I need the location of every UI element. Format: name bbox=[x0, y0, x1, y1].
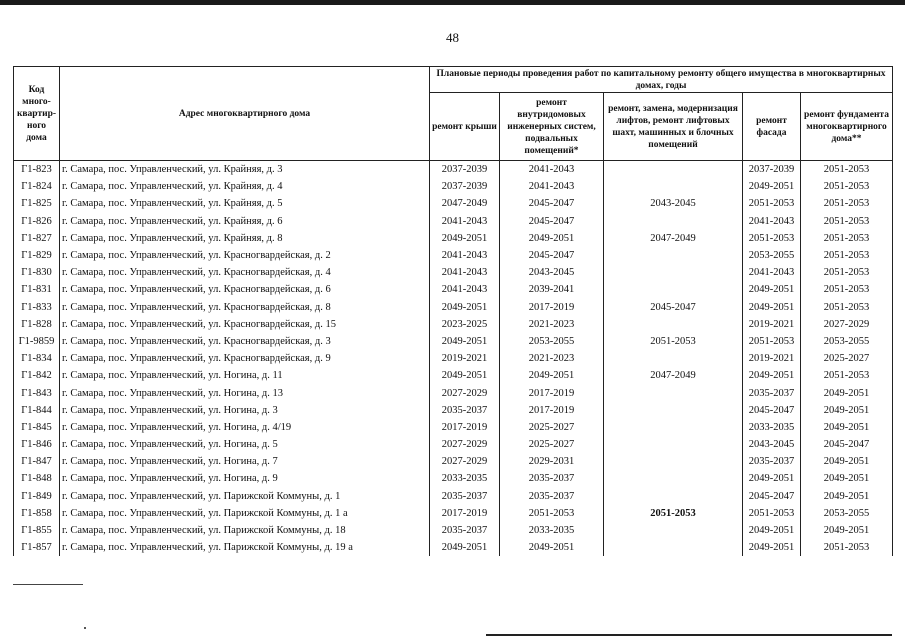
cell-elevator-period bbox=[604, 522, 743, 539]
cell-elevator-period: 2051-2053 bbox=[604, 505, 743, 522]
cell-foundation-period: 2051-2053 bbox=[801, 213, 893, 230]
cell-foundation-period: 2051-2053 bbox=[801, 367, 893, 384]
cell-house-code: Г1-9859 bbox=[14, 333, 60, 350]
cell-elevator-period: 2045-2047 bbox=[604, 299, 743, 316]
table-row bbox=[14, 522, 893, 539]
table-row bbox=[14, 195, 893, 212]
cell-house-code: Г1-845 bbox=[14, 419, 60, 436]
cell-roof-period: 2041-2043 bbox=[430, 247, 500, 264]
cell-foundation-period: 2049-2051 bbox=[801, 522, 893, 539]
cell-elevator-period: 2043-2045 bbox=[604, 195, 743, 212]
table-row bbox=[14, 367, 893, 384]
cell-house-code: Г1-848 bbox=[14, 470, 60, 487]
cell-house-code: Г1-849 bbox=[14, 488, 60, 505]
cell-facade-period: 2049-2051 bbox=[743, 522, 801, 539]
cell-foundation-period: 2051-2053 bbox=[801, 195, 893, 212]
header-foundation-repair: ремонт фундамента многоквартирного дома** bbox=[801, 93, 893, 161]
table-row bbox=[14, 384, 893, 401]
cell-elevator-period bbox=[604, 281, 743, 298]
header-planned-periods: Плановые периоды проведения работ по капитальному ремонту общего имущества в многоквартирных домах, годы bbox=[430, 67, 893, 93]
cell-roof-period: 2049-2051 bbox=[430, 299, 500, 316]
cell-systems-period: 2035-2037 bbox=[500, 488, 604, 505]
cell-foundation-period: 2049-2051 bbox=[801, 402, 893, 419]
cell-systems-period: 2029-2031 bbox=[500, 453, 604, 470]
header-facade-repair: ремонт фасада bbox=[743, 93, 801, 161]
cell-address: г. Самара, пос. Управленческий, ул. Ногина, д. 13 bbox=[60, 384, 430, 401]
cell-roof-period: 2027-2029 bbox=[430, 453, 500, 470]
cell-facade-period: 2045-2047 bbox=[743, 488, 801, 505]
table-row bbox=[14, 350, 893, 367]
cell-house-code: Г1-842 bbox=[14, 367, 60, 384]
header-house-code: Код много-квартир-ного дома bbox=[14, 67, 60, 161]
cell-facade-period: 2033-2035 bbox=[743, 419, 801, 436]
cell-roof-period: 2037-2039 bbox=[430, 178, 500, 195]
cell-address: г. Самара, пос. Управленческий, ул. Ногина, д. 4/19 bbox=[60, 419, 430, 436]
cell-address: г. Самара, пос. Управленческий, ул. Парижской Коммуны, д. 19 а bbox=[60, 539, 430, 556]
page-number: 48 bbox=[446, 30, 459, 45]
cell-house-code: Г1-857 bbox=[14, 539, 60, 556]
cell-foundation-period: 2051-2053 bbox=[801, 264, 893, 281]
table-row bbox=[14, 213, 893, 230]
cell-address: г. Самара, пос. Управленческий, ул. Ногина, д. 9 bbox=[60, 470, 430, 487]
cell-address: г. Самара, пос. Управленческий, ул. Красногвардейская, д. 15 bbox=[60, 316, 430, 333]
cell-roof-period: 2049-2051 bbox=[430, 230, 500, 247]
header-systems-repair: ремонт внутридомовых инженерных систем, подвальных помещений* bbox=[500, 93, 604, 161]
cell-roof-period: 2033-2035 bbox=[430, 470, 500, 487]
cell-foundation-period: 2025-2027 bbox=[801, 350, 893, 367]
cell-elevator-period: 2051-2053 bbox=[604, 333, 743, 350]
cell-elevator-period bbox=[604, 350, 743, 367]
cell-facade-period: 2051-2053 bbox=[743, 505, 801, 522]
table-row bbox=[14, 281, 893, 298]
cell-elevator-period bbox=[604, 247, 743, 264]
cell-roof-period: 2041-2043 bbox=[430, 281, 500, 298]
cell-address: г. Самара, пос. Управленческий, ул. Крайняя, д. 8 bbox=[60, 230, 430, 247]
table-row bbox=[14, 264, 893, 281]
cell-elevator-period bbox=[604, 213, 743, 230]
cell-roof-period: 2041-2043 bbox=[430, 264, 500, 281]
header-roof-repair: ремонт крыши bbox=[430, 93, 500, 161]
cell-systems-period: 2049-2051 bbox=[500, 367, 604, 384]
cell-elevator-period bbox=[604, 488, 743, 505]
cell-foundation-period: 2051-2053 bbox=[801, 178, 893, 195]
cell-foundation-period: 2051-2053 bbox=[801, 247, 893, 264]
cell-facade-period: 2041-2043 bbox=[743, 213, 801, 230]
cell-systems-period: 2051-2053 bbox=[500, 505, 604, 522]
footnote-rule bbox=[13, 584, 83, 585]
cell-roof-period: 2035-2037 bbox=[430, 522, 500, 539]
cell-address: г. Самара, пос. Управленческий, ул. Крайняя, д. 6 bbox=[60, 213, 430, 230]
cell-address: г. Самара, пос. Управленческий, ул. Ногина, д. 11 bbox=[60, 367, 430, 384]
table-body bbox=[14, 161, 893, 557]
table-row bbox=[14, 419, 893, 436]
cell-address: г. Самара, пос. Управленческий, ул. Крайняя, д. 3 bbox=[60, 161, 430, 179]
cell-systems-period: 2053-2055 bbox=[500, 333, 604, 350]
table-row bbox=[14, 470, 893, 487]
cell-facade-period: 2041-2043 bbox=[743, 264, 801, 281]
table-row bbox=[14, 333, 893, 350]
table-row bbox=[14, 316, 893, 333]
cell-systems-period: 2041-2043 bbox=[500, 161, 604, 179]
cell-roof-period: 2047-2049 bbox=[430, 195, 500, 212]
cell-facade-period: 2051-2053 bbox=[743, 230, 801, 247]
table-row bbox=[14, 453, 893, 470]
cell-address: г. Самара, пос. Управленческий, ул. Красногвардейская, д. 2 bbox=[60, 247, 430, 264]
cell-house-code: Г1-843 bbox=[14, 384, 60, 401]
cell-elevator-period bbox=[604, 539, 743, 556]
cell-house-code: Г1-824 bbox=[14, 178, 60, 195]
cell-systems-period: 2021-2023 bbox=[500, 316, 604, 333]
cell-foundation-period: 2051-2053 bbox=[801, 281, 893, 298]
table-row bbox=[14, 299, 893, 316]
cell-facade-period: 2019-2021 bbox=[743, 350, 801, 367]
cell-address: г. Самара, пос. Управленческий, ул. Красногвардейская, д. 8 bbox=[60, 299, 430, 316]
cell-elevator-period bbox=[604, 316, 743, 333]
table-row bbox=[14, 247, 893, 264]
cell-roof-period: 2035-2037 bbox=[430, 488, 500, 505]
cell-roof-period: 2041-2043 bbox=[430, 213, 500, 230]
cell-systems-period: 2017-2019 bbox=[500, 299, 604, 316]
cell-address: г. Самара, пос. Управленческий, ул. Ногина, д. 5 bbox=[60, 436, 430, 453]
cell-facade-period: 2049-2051 bbox=[743, 299, 801, 316]
cell-roof-period: 2049-2051 bbox=[430, 333, 500, 350]
cell-foundation-period: 2051-2053 bbox=[801, 161, 893, 179]
cell-house-code: Г1-858 bbox=[14, 505, 60, 522]
cell-facade-period: 2045-2047 bbox=[743, 402, 801, 419]
cell-elevator-period: 2047-2049 bbox=[604, 367, 743, 384]
cell-address: г. Самара, пос. Управленческий, ул. Крайняя, д. 4 bbox=[60, 178, 430, 195]
cell-systems-period: 2045-2047 bbox=[500, 195, 604, 212]
cell-elevator-period bbox=[604, 453, 743, 470]
cell-address: г. Самара, пос. Управленческий, ул. Красногвардейская, д. 4 bbox=[60, 264, 430, 281]
cell-foundation-period: 2049-2051 bbox=[801, 419, 893, 436]
cell-house-code: Г1-834 bbox=[14, 350, 60, 367]
cell-elevator-period bbox=[604, 384, 743, 401]
cell-house-code: Г1-831 bbox=[14, 281, 60, 298]
table-row bbox=[14, 161, 893, 179]
cell-house-code: Г1-827 bbox=[14, 230, 60, 247]
cell-foundation-period: 2049-2051 bbox=[801, 384, 893, 401]
cell-systems-period: 2045-2047 bbox=[500, 213, 604, 230]
cell-elevator-period bbox=[604, 419, 743, 436]
cell-systems-period: 2039-2041 bbox=[500, 281, 604, 298]
cell-facade-period: 2049-2051 bbox=[743, 470, 801, 487]
cell-house-code: Г1-823 bbox=[14, 161, 60, 179]
cell-elevator-period: 2047-2049 bbox=[604, 230, 743, 247]
table-row bbox=[14, 505, 893, 522]
cell-systems-period: 2017-2019 bbox=[500, 384, 604, 401]
cell-systems-period: 2033-2035 bbox=[500, 522, 604, 539]
cell-address: г. Самара, пос. Управленческий, ул. Ногина, д. 7 bbox=[60, 453, 430, 470]
cell-roof-period: 2049-2051 bbox=[430, 539, 500, 556]
cell-house-code: Г1-825 bbox=[14, 195, 60, 212]
cell-house-code: Г1-844 bbox=[14, 402, 60, 419]
cell-elevator-period bbox=[604, 436, 743, 453]
cell-elevator-period bbox=[604, 264, 743, 281]
cell-roof-period: 2049-2051 bbox=[430, 367, 500, 384]
cell-systems-period: 2017-2019 bbox=[500, 402, 604, 419]
cell-facade-period: 2043-2045 bbox=[743, 436, 801, 453]
table-row bbox=[14, 539, 893, 556]
cell-house-code: Г1-855 bbox=[14, 522, 60, 539]
table-row bbox=[14, 230, 893, 247]
cell-elevator-period bbox=[604, 161, 743, 179]
cell-systems-period: 2043-2045 bbox=[500, 264, 604, 281]
cell-foundation-period: 2051-2053 bbox=[801, 230, 893, 247]
bottom-border-rule bbox=[486, 634, 892, 636]
cell-systems-period: 2045-2047 bbox=[500, 247, 604, 264]
cell-address: г. Самара, пос. Управленческий, ул. Парижской Коммуны, д. 1 а bbox=[60, 505, 430, 522]
cell-facade-period: 2037-2039 bbox=[743, 161, 801, 179]
table-row bbox=[14, 488, 893, 505]
cell-foundation-period: 2049-2051 bbox=[801, 488, 893, 505]
cell-roof-period: 2035-2037 bbox=[430, 402, 500, 419]
cell-systems-period: 2035-2037 bbox=[500, 470, 604, 487]
cell-address: г. Самара, пос. Управленческий, ул. Красногвардейская, д. 3 bbox=[60, 333, 430, 350]
cell-roof-period: 2037-2039 bbox=[430, 161, 500, 179]
cell-facade-period: 2035-2037 bbox=[743, 453, 801, 470]
cell-facade-period: 2051-2053 bbox=[743, 195, 801, 212]
cell-facade-period: 2051-2053 bbox=[743, 333, 801, 350]
cell-house-code: Г1-846 bbox=[14, 436, 60, 453]
cell-foundation-period: 2053-2055 bbox=[801, 505, 893, 522]
table-row bbox=[14, 178, 893, 195]
header-elevator-repair: ремонт, замена, модернизация лифтов, ремонт лифтовых шахт, машинных и блочных помещений bbox=[604, 93, 743, 161]
cell-systems-period: 2049-2051 bbox=[500, 539, 604, 556]
capital-repair-schedule-table bbox=[13, 66, 893, 556]
cell-elevator-period bbox=[604, 402, 743, 419]
cell-house-code: Г1-830 bbox=[14, 264, 60, 281]
cell-address: г. Самара, пос. Управленческий, ул. Красногвардейская, д. 6 bbox=[60, 281, 430, 298]
cell-facade-period: 2049-2051 bbox=[743, 281, 801, 298]
cell-foundation-period: 2045-2047 bbox=[801, 436, 893, 453]
cell-facade-period: 2053-2055 bbox=[743, 247, 801, 264]
cell-house-code: Г1-828 bbox=[14, 316, 60, 333]
top-border-rule bbox=[0, 0, 905, 5]
cell-house-code: Г1-833 bbox=[14, 299, 60, 316]
cell-roof-period: 2017-2019 bbox=[430, 505, 500, 522]
cell-facade-period: 2049-2051 bbox=[743, 178, 801, 195]
cell-foundation-period: 2051-2053 bbox=[801, 539, 893, 556]
table-row bbox=[14, 436, 893, 453]
cell-systems-period: 2021-2023 bbox=[500, 350, 604, 367]
cell-elevator-period bbox=[604, 178, 743, 195]
header-address: Адрес многоквартирного дома bbox=[60, 67, 430, 161]
cell-foundation-period: 2027-2029 bbox=[801, 316, 893, 333]
cell-address: г. Самара, пос. Управленческий, ул. Красногвардейская, д. 9 bbox=[60, 350, 430, 367]
cell-systems-period: 2049-2051 bbox=[500, 230, 604, 247]
cell-address: г. Самара, пос. Управленческий, ул. Крайняя, д. 5 bbox=[60, 195, 430, 212]
cell-foundation-period: 2051-2053 bbox=[801, 299, 893, 316]
cell-roof-period: 2017-2019 bbox=[430, 419, 500, 436]
cell-foundation-period: 2049-2051 bbox=[801, 453, 893, 470]
cell-roof-period: 2019-2021 bbox=[430, 350, 500, 367]
table-row bbox=[14, 402, 893, 419]
cell-foundation-period: 2049-2051 bbox=[801, 470, 893, 487]
cell-systems-period: 2041-2043 bbox=[500, 178, 604, 195]
cell-foundation-period: 2053-2055 bbox=[801, 333, 893, 350]
cell-house-code: Г1-829 bbox=[14, 247, 60, 264]
cell-house-code: Г1-847 bbox=[14, 453, 60, 470]
cell-address: г. Самара, пос. Управленческий, ул. Парижской Коммуны, д. 18 bbox=[60, 522, 430, 539]
cell-roof-period: 2027-2029 bbox=[430, 384, 500, 401]
cell-facade-period: 2049-2051 bbox=[743, 539, 801, 556]
cell-address: г. Самара, пос. Управленческий, ул. Парижской Коммуны, д. 1 bbox=[60, 488, 430, 505]
cell-facade-period: 2035-2037 bbox=[743, 384, 801, 401]
cell-facade-period: 2049-2051 bbox=[743, 367, 801, 384]
cell-elevator-period bbox=[604, 470, 743, 487]
cell-roof-period: 2027-2029 bbox=[430, 436, 500, 453]
cell-systems-period: 2025-2027 bbox=[500, 419, 604, 436]
cell-house-code: Г1-826 bbox=[14, 213, 60, 230]
cell-roof-period: 2023-2025 bbox=[430, 316, 500, 333]
cell-facade-period: 2019-2021 bbox=[743, 316, 801, 333]
scan-speck bbox=[84, 627, 86, 629]
cell-systems-period: 2025-2027 bbox=[500, 436, 604, 453]
cell-address: г. Самара, пос. Управленческий, ул. Ногина, д. 3 bbox=[60, 402, 430, 419]
